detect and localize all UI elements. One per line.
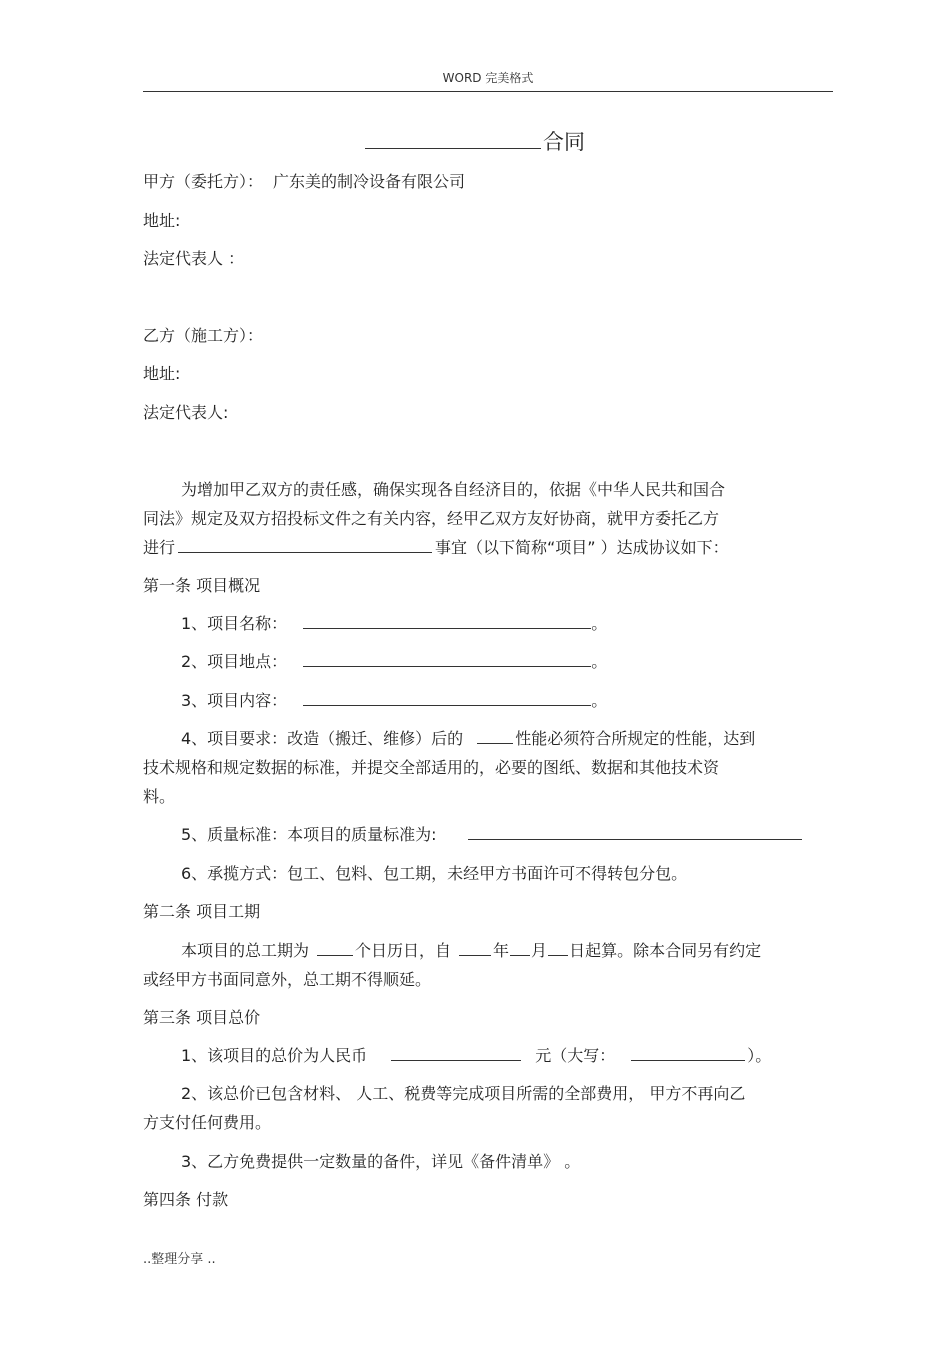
intro-post: 事宜（以下简称“项目” ）达成协议如下： xyxy=(435,538,729,557)
article-1-heading: 第一条 项目概况 xyxy=(143,576,261,595)
project-content-blank[interactable] xyxy=(303,691,591,706)
page-header: WORD 完美格式 xyxy=(143,68,833,92)
project-blank[interactable] xyxy=(178,538,432,553)
period: 。 xyxy=(591,614,608,633)
quality-label: 5、质量标准：本项目的质量标准为: xyxy=(181,825,437,844)
art2-line-2: 或经甲方书面同意外，总工期不得顺延。 xyxy=(143,970,432,989)
project-location-blank[interactable] xyxy=(303,652,591,667)
party-b-address: 地址: xyxy=(143,364,181,383)
page-footer: ..整理分享 .. xyxy=(143,1252,216,1267)
year-blank[interactable] xyxy=(459,941,491,956)
item4-post: 性能必须符合所规定的性能，达到 xyxy=(515,729,756,748)
month-text: 月 xyxy=(531,941,548,960)
period: 。 xyxy=(591,652,608,671)
quality-blank[interactable] xyxy=(468,825,802,840)
item4-pre: 4、项目要求：改造（搬迁、维修）后的 xyxy=(181,729,464,748)
day-blank[interactable] xyxy=(548,941,568,956)
art1-item-4 xyxy=(181,728,755,750)
title-text: 合同 xyxy=(543,130,585,154)
duration-label: 本项目的总工期为 xyxy=(181,941,310,960)
price-label: 1、该项目的总价为人民币 xyxy=(181,1046,368,1065)
project-name-label: 1、项目名称： xyxy=(181,614,288,633)
title-blank[interactable] xyxy=(365,124,541,149)
article-3-heading: 第三条 项目总价 xyxy=(143,1008,261,1027)
price-blank[interactable] xyxy=(391,1046,521,1061)
art1-item-3 xyxy=(181,690,607,712)
price-words-blank[interactable] xyxy=(631,1046,745,1061)
intro-pre: 进行 xyxy=(143,538,176,557)
art1-item-1 xyxy=(181,613,607,635)
contract-title xyxy=(0,124,950,158)
article-2-heading: 第二条 项目工期 xyxy=(143,902,261,921)
art3-item-2-line-2: 方支付任何费用。 xyxy=(143,1113,272,1132)
month-blank[interactable] xyxy=(510,941,530,956)
item4-blank[interactable] xyxy=(477,729,513,744)
price-words-label: 元（大写： xyxy=(535,1046,616,1065)
project-name-blank[interactable] xyxy=(303,614,591,629)
days-blank[interactable] xyxy=(317,941,353,956)
party-a-address: 地址: xyxy=(143,211,181,230)
day-text: 日起算。除本合同另有约定 xyxy=(569,941,762,960)
intro-line-1: 为增加甲乙双方的责任感，确保实现各自经济目的，依据《中华人民共和国合 xyxy=(181,480,726,499)
art3-item-3: 3、乙方免费提供一定数量的备件，详见《备件清单》 。 xyxy=(181,1152,581,1171)
days-text: 个日历日，自 xyxy=(355,941,452,960)
item4-line-3: 料。 xyxy=(143,787,176,806)
party-b-rep: 法定代表人: xyxy=(143,403,229,422)
period: 。 xyxy=(591,691,608,710)
party-a-name: 广东美的制冷设备有限公司 xyxy=(273,172,466,191)
price-close: ）。 xyxy=(747,1046,772,1065)
party-a-label: 甲方（委托方）： xyxy=(143,172,264,191)
art1-item-2 xyxy=(181,651,607,673)
art3-item-2-line-1: 2、该总价已包含材料、 人工、税费等完成项目所需的全部费用， 甲方不再向乙 xyxy=(181,1084,746,1103)
item4-line-2: 技术规格和规定数据的标准，并提交全部适用的，必要的图纸、数据和其他技术资 xyxy=(143,758,720,777)
art1-item-6: 6、承揽方式：包工、包料、包工期，未经甲方书面许可不得转包分包。 xyxy=(181,864,688,883)
project-content-label: 3、项目内容： xyxy=(181,691,288,710)
intro-line-2: 同法》规定及双方招投标文件之有关内容，经甲乙双方友好协商，就甲方委托乙方 xyxy=(143,509,720,528)
art1-item-5 xyxy=(181,824,802,846)
intro-line-3 xyxy=(143,537,729,559)
art2-line-1 xyxy=(181,940,761,962)
project-location-label: 2、项目地点： xyxy=(181,652,288,671)
party-a-rep: 法定代表人 ： xyxy=(143,249,245,268)
party-b-label: 乙方（施工方）： xyxy=(143,326,264,345)
art3-item-1 xyxy=(181,1045,771,1067)
party-a-line xyxy=(143,171,465,193)
year-text: 年 xyxy=(493,941,510,960)
article-4-heading: 第四条 付款 xyxy=(143,1190,229,1209)
